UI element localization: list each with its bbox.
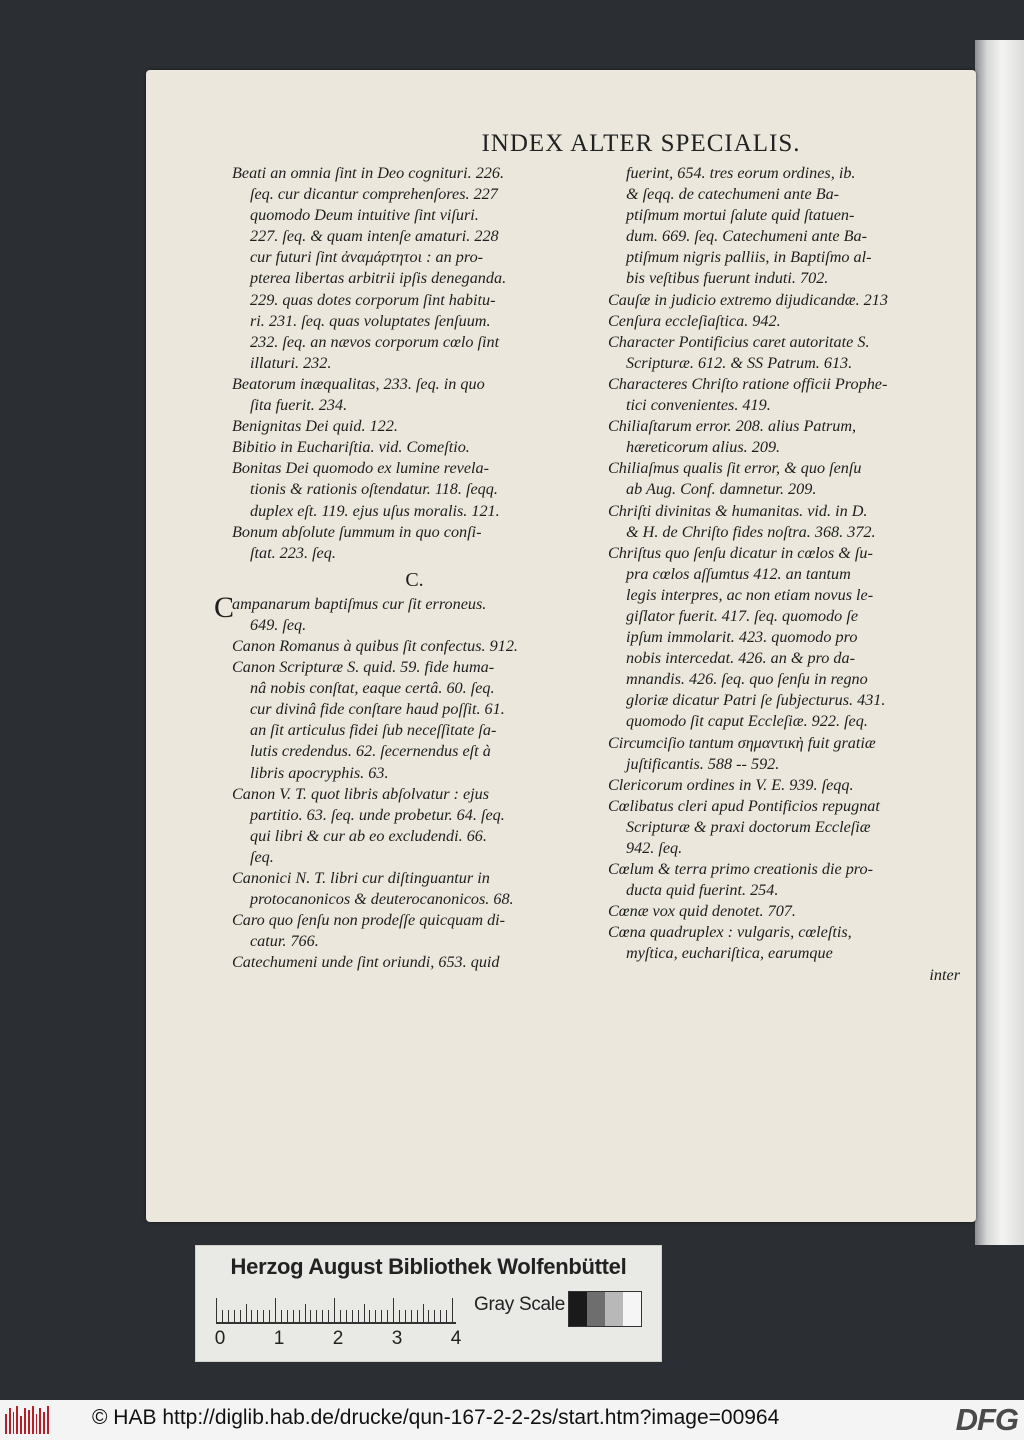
- index-entry: Bonitas Dei quomodo ex lumine revela-: [232, 459, 489, 478]
- index-entry-line: 649. ſeq.: [250, 615, 307, 634]
- gray-scale-patch: [623, 1292, 641, 1326]
- library-name: Herzog August Bibliothek Wolfenbüttel: [230, 1254, 627, 1279]
- ruler-tick: [263, 1310, 264, 1322]
- logo-bar: [28, 1410, 30, 1434]
- logo-bar: [16, 1406, 18, 1434]
- index-entry: Catechumeni unde ſint oriundi, 653. quid: [232, 953, 500, 972]
- index-entry: Cœlum & terra primo creationis die pro-: [608, 860, 873, 879]
- ruler-tick: [352, 1310, 353, 1322]
- index-entry: Chriſti divinitas & humanitas. vid. in D.: [608, 501, 868, 520]
- logo-bar: [5, 1414, 7, 1434]
- index-entry-line: an ſit articulus fidei ſub neceſſitate ſa-: [250, 721, 497, 740]
- index-entry-line: legis interpres, ac non etiam novus le-: [626, 585, 874, 604]
- logo-bar: [24, 1408, 26, 1434]
- index-entry-line: giſlator fuerit. 417. ſeq. quomodo ſe: [626, 606, 859, 625]
- index-entry-line: pterea libertas arbitrii ipſis deneganda.: [250, 269, 507, 288]
- measurement-ruler: [216, 1296, 456, 1324]
- ruler-tick: [251, 1310, 252, 1322]
- index-entry: Cauſæ in judicio extremo dijudicandæ. 213: [608, 290, 888, 309]
- index-entry-line: juſtificantis. 588 -- 592.: [626, 754, 780, 773]
- index-entry: Cenſura eccleſiaſtica. 942.: [608, 311, 781, 330]
- index-entry-line: tionis & rationis oſtendatur. 118. ſeqq.: [250, 480, 498, 499]
- ruler-tick: [316, 1310, 317, 1322]
- index-entry-line: ipſum immolarit. 423. quomodo pro: [626, 628, 858, 647]
- ruler-tick: [293, 1310, 294, 1322]
- index-column-right: [608, 163, 960, 986]
- logo-bar: [39, 1408, 41, 1434]
- index-entry: Cœna quadruplex : vulgaris, cœleſtis,: [608, 923, 852, 942]
- index-entry: Bibitio in Euchariſtia. vid. Comeſtio.: [232, 438, 470, 457]
- logo-bar: [9, 1408, 11, 1434]
- index-entry-line: fuerint, 654. tres eorum ordines, ib.: [626, 164, 856, 182]
- index-entry-line: duplex eſt. 119. ejus uſus moralis. 121.: [250, 501, 500, 520]
- index-entry-line: & ſeqq. de catechumeni ante Ba-: [626, 185, 840, 204]
- index-entry: Canonici N. T. libri cur diſtinguantur in: [232, 869, 490, 887]
- index-entry: Chiliaſmus qualis ſit error, & quo ſenſu: [608, 459, 862, 478]
- index-entry: Canon V. T. quot libris abſolvatur : ejus: [232, 784, 490, 803]
- ruler-tick: [428, 1310, 429, 1322]
- gray-scale-patch: [605, 1292, 623, 1326]
- index-entry-line: lutis credendus. 62. ſecernendus eſt à: [250, 742, 491, 761]
- index-entry: Canon Romanus à quibus ſit confectus. 912.: [232, 636, 518, 655]
- index-entry: Clericorum ordines in V. E. 939. ſeqq.: [608, 775, 854, 794]
- ruler-tick: [275, 1298, 276, 1322]
- index-entry: Characteres Chriſto ratione officii Prophe-: [608, 374, 888, 393]
- ruler-tick: [393, 1298, 394, 1322]
- gray-scale-swatch: [568, 1291, 642, 1327]
- ruler-tick: [452, 1298, 453, 1322]
- index-entry-line: protocanonicos & deuterocanonicos. 68.: [250, 890, 514, 909]
- ruler-tick: [405, 1310, 406, 1322]
- index-entry-line: nâ nobis conſtat, eaque certâ. 60. ſeq.: [250, 679, 495, 698]
- ruler-tick: [334, 1298, 335, 1322]
- index-entry-line: catur. 766.: [250, 932, 319, 951]
- ruler-tick: [322, 1310, 323, 1322]
- ruler-tick: [305, 1304, 306, 1322]
- ruler-tick: [411, 1310, 412, 1322]
- index-entry-line: dum. 669. ſeq. Catechumeni ante Ba-: [626, 227, 867, 246]
- index-entry-line: hæreticorum alius. 209.: [626, 438, 781, 457]
- index-entry-line: 232. ſeq. an nævos corporum cœlo ſint: [250, 332, 500, 351]
- book-page: [146, 70, 976, 1222]
- index-entry-line: ſeq.: [250, 847, 274, 866]
- footer-citation-link[interactable]: © HAB http://diglib.hab.de/drucke/qun-167-2-2-2s/start.htm?image=00964: [92, 1406, 780, 1429]
- logo-bar: [36, 1414, 38, 1434]
- index-entry-line: ri. 231. ſeq. quas voluptates ſenſuum.: [250, 311, 491, 330]
- ruler-tick: [381, 1310, 382, 1322]
- index-entry: Character Pontificius caret autoritate S.: [608, 332, 870, 351]
- ruler-number: 3: [391, 1328, 403, 1349]
- ruler-tick: [364, 1304, 365, 1322]
- index-entry-line: ſtat. 223. ſeq.: [250, 543, 336, 562]
- index-entry-line: 942. ſeq.: [626, 839, 683, 857]
- library-color-target: [195, 1245, 662, 1362]
- index-entry-line: ſeq. cur dicantur comprehenſores. 227: [250, 185, 498, 204]
- gray-scale-label: Gray Scale: [474, 1294, 565, 1315]
- ruler-tick: [234, 1310, 235, 1322]
- index-entry: Cœlibatus cleri apud Pontificios repugnat: [608, 796, 880, 815]
- index-entry-line: cur futuri ſint ἀναμάρτητοι : an pro-: [250, 248, 484, 267]
- index-entry-line: quomodo ſit caput Eccleſiæ. 922. ſeq.: [626, 712, 868, 731]
- index-entry-line: cur divinâ fide conſtare haud poſſit. 61.: [250, 700, 505, 719]
- ruler-tick: [287, 1310, 288, 1322]
- ruler-tick: [369, 1310, 370, 1322]
- index-entry-line: gloriæ dicatur Patri ſe ſubjecturus. 431.: [626, 691, 886, 710]
- index-entry-line: illaturi. 232.: [250, 353, 332, 372]
- ruler-tick: [310, 1310, 311, 1322]
- ruler-tick: [246, 1304, 247, 1322]
- letter-heading: C.: [405, 568, 424, 591]
- index-entry-line: mnandis. 426. ſeq. quo ſenſu in regno: [626, 670, 868, 689]
- logo-bar: [47, 1406, 49, 1434]
- adjacent-page-edge: [975, 40, 1024, 1245]
- dfg-logo: DFG: [955, 1402, 1018, 1437]
- logo-bar: [32, 1406, 34, 1434]
- index-entry-line: & H. de Chriſto fides noſtra. 368. 372.: [626, 522, 876, 541]
- index-entry-text: ampanarum baptiſmus cur ſit erroneus.: [232, 594, 487, 613]
- ruler-number: 0: [214, 1328, 226, 1349]
- index-entry: Beatorum inæqualitas, 233. ſeq. in quo: [232, 374, 485, 393]
- ruler-tick: [269, 1310, 270, 1322]
- index-entry-line: quomodo Deum intuitive ſint viſuri.: [250, 206, 479, 225]
- ruler-tick: [240, 1310, 241, 1322]
- index-entry-line: ptiſmum mortui ſalute quid ſtatuen-: [626, 206, 855, 225]
- ruler-tick: [387, 1310, 388, 1322]
- index-entry: Bonum abſolute ſummum in quo conſi-: [232, 522, 482, 541]
- index-entry-line: qui libri & cur ab eo excludendi. 66.: [250, 826, 487, 845]
- ruler-tick: [228, 1310, 229, 1322]
- index-entry-line: bis veſtibus fuerunt induti. 702.: [626, 269, 829, 288]
- index-entry: Benignitas Dei quid. 122.: [232, 417, 398, 436]
- ruler-tick: [257, 1310, 258, 1322]
- index-entry-line: nobis intercedat. 426. an & pro da-: [626, 649, 856, 668]
- ruler-tick: [446, 1310, 447, 1322]
- logo-bar: [13, 1412, 15, 1434]
- index-entry: Caro quo ſenſu non prodeſſe quicquam di-: [232, 911, 506, 930]
- logo-bar: [43, 1412, 45, 1434]
- index-entry-line: 227. ſeq. & quam intenſe amaturi. 228: [250, 227, 499, 246]
- ruler-number: 4: [450, 1328, 462, 1349]
- ruler-tick: [417, 1310, 418, 1322]
- ruler-tick: [399, 1310, 400, 1322]
- index-column-left: [214, 163, 597, 973]
- index-entry: Cœnæ vox quid denotet. 707.: [608, 902, 796, 921]
- ruler-tick: [328, 1310, 329, 1322]
- footer-bar: [0, 1400, 1024, 1440]
- ruler-tick: [299, 1310, 300, 1322]
- logo-bar: [20, 1416, 22, 1434]
- index-entry: Circumciſio tantum σημαντικὴ fuit gratiæ: [608, 733, 876, 752]
- ruler-number: 2: [332, 1328, 344, 1349]
- ruler-tick: [222, 1310, 223, 1322]
- index-entry-line: ſita fuerit. 234.: [250, 396, 348, 415]
- ruler-tick: [440, 1310, 441, 1322]
- index-entry-line: libris apocryphis. 63.: [250, 763, 389, 782]
- index-entry-line: tici convenientes. 419.: [626, 396, 771, 415]
- index-entry: Chiliaſtarum error. 208. alius Patrum,: [608, 417, 857, 436]
- index-entry-line: 229. quas dotes corporum ſint habitu-: [250, 290, 496, 309]
- index-entry-line: myſtica, euchariſtica, earumque: [626, 944, 833, 963]
- hab-logo-icon: [5, 1406, 49, 1434]
- ruler-number: 1: [273, 1328, 285, 1349]
- index-entry-line: Scripturæ & praxi doctorum Eccleſiæ: [626, 817, 871, 836]
- index-entry: Beati an omnia ſint in Deo cogniturі. 226.: [232, 164, 505, 182]
- ruler-tick: [375, 1310, 376, 1322]
- index-entry-line: partitio. 63. ſeq. unde probetur. 64. ſeq.: [250, 805, 505, 824]
- page-header: INDEX ALTER SPECIALIS.: [481, 130, 801, 157]
- drop-cap: C: [214, 590, 235, 624]
- ruler-tick: [281, 1310, 282, 1322]
- ruler-tick: [340, 1310, 341, 1322]
- index-entry: Canon Scripturæ S. quid. 59. fide huma-: [232, 658, 495, 677]
- ruler-tick: [358, 1310, 359, 1322]
- index-entry: Chriſtus quo ſenſu dicatur in cœlos & ſu-: [608, 543, 873, 562]
- index-entry-line: pra cœlos aſſumtus 412. an tantum: [626, 564, 851, 583]
- index-entry: [214, 590, 597, 624]
- index-entry-line: Scripturæ. 612. & SS Patrum. 613.: [626, 353, 853, 372]
- ruler-tick: [216, 1298, 217, 1322]
- index-entry-line: inter: [929, 965, 960, 984]
- ruler-tick: [346, 1310, 347, 1322]
- gray-scale-patch: [587, 1292, 605, 1326]
- gray-scale-patch: [569, 1292, 587, 1326]
- ruler-tick: [434, 1310, 435, 1322]
- index-entry-line: ptiſmum nigris palliis, in Baptiſmo al-: [626, 248, 872, 267]
- index-entry-line: ducta quid fuerint. 254.: [626, 881, 779, 900]
- index-entry-line: ab Aug. Conf. damnetur. 209.: [626, 480, 817, 499]
- ruler-tick: [423, 1304, 424, 1322]
